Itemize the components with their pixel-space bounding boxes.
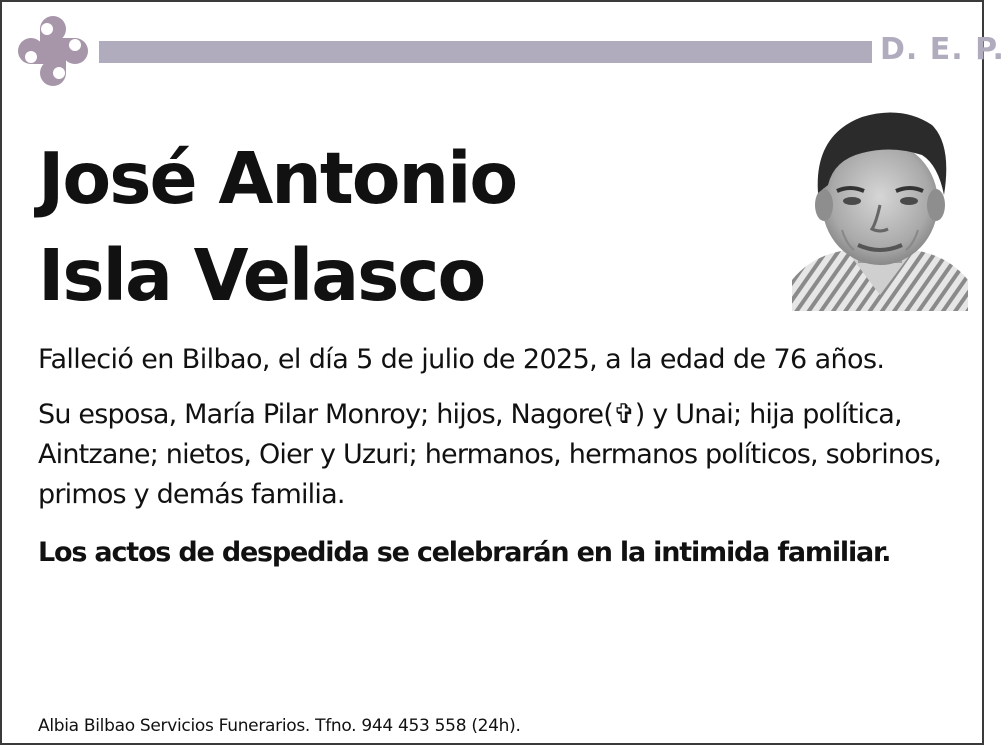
family-list: Su esposa, María Pilar Monroy; hijos, Nagore(✞) y Unai; hija política, Aintzane; nietos, Oier y Uzuri; hermanos, hermanos políticos, sobrinos, primos y demás familia. [38, 399, 941, 510]
farewell-notice: Los actos de despedida se celebrarán en la intimida familiar. [38, 537, 891, 568]
lauburu-icon [16, 14, 90, 88]
funeral-home-info: Albia Bilbao Servicios Funerarios. Tfno. 944 453 558 (24h). [38, 716, 521, 736]
deceased-name [38, 130, 778, 324]
name-line-1: José Antonio [38, 137, 517, 220]
dep-label: D. E. P. [880, 32, 1005, 67]
portrait-drawing [792, 105, 968, 311]
death-notice: Falleció en Bilbao, el día 5 de julio de 2025, a la edad de 76 años. [38, 344, 885, 375]
header-bar [99, 41, 872, 63]
name-line-2: Isla Velasco [38, 234, 485, 317]
portrait-photo [792, 105, 968, 311]
